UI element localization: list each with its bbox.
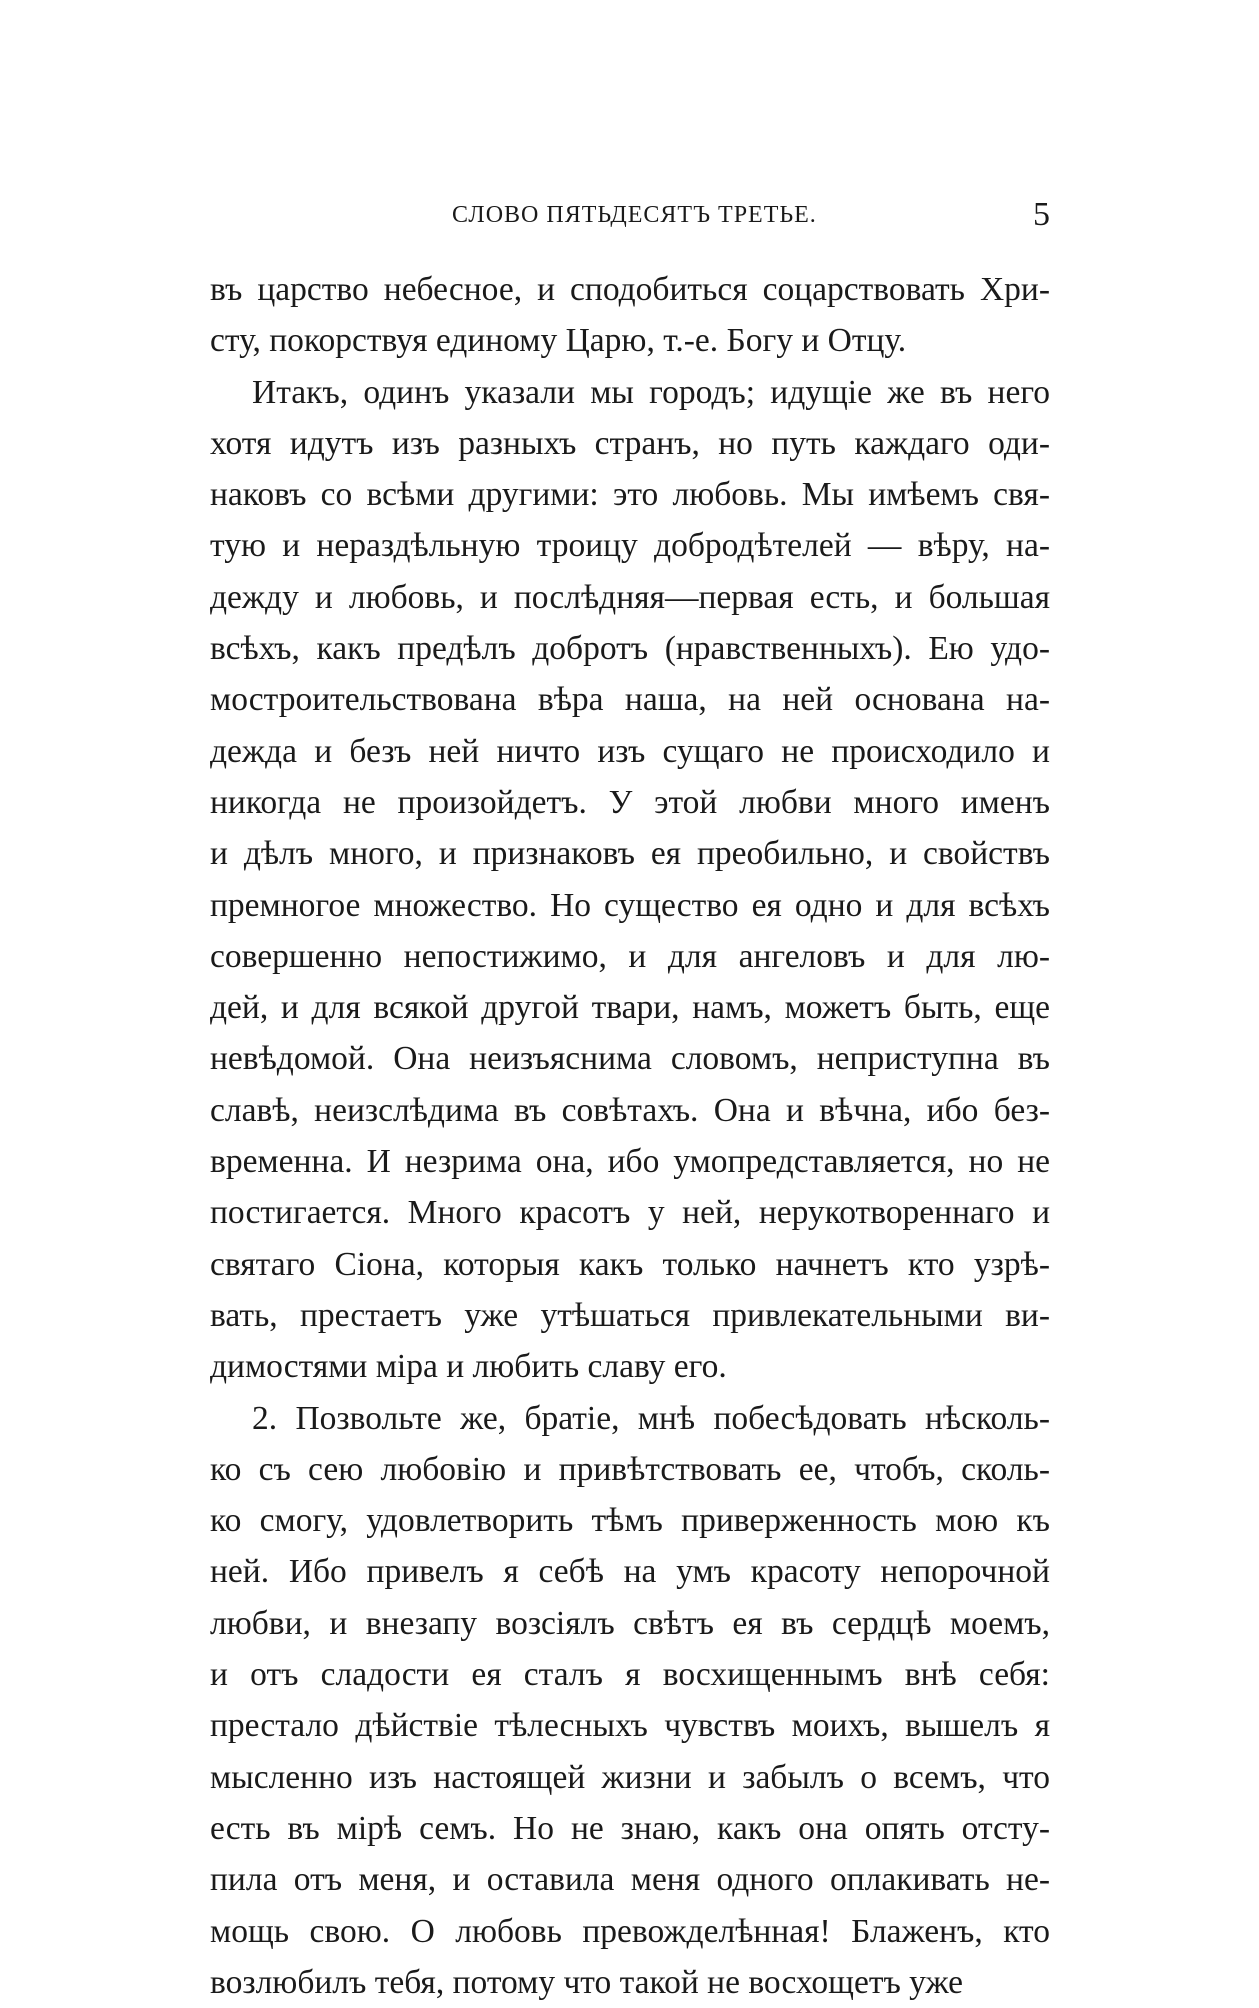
text-line: сту, покорствуя единому Царю, т.-е. Богу и Отцу. xyxy=(210,322,907,360)
paragraph xyxy=(210,1393,1050,2008)
text-line: Итакъ, одинъ указали мы городъ; идущіе же въ него xyxy=(252,373,1050,411)
text-line: временна. И незрима она, ибо умопредставляется, но не xyxy=(210,1143,1050,1181)
paragraph xyxy=(210,264,1050,367)
text-line: никогда не произойдетъ. У этой любви много именъ xyxy=(210,783,1050,821)
text-line: мысленно изъ настоящей жизни и забылъ о всемъ, что xyxy=(210,1758,1050,1796)
text-line: и отъ сладости ея сталъ я восхищеннымъ внѣ себя: xyxy=(210,1656,1050,1694)
text-line: ко съ сею любовію и привѣтствовать ее, чтобъ, сколь- xyxy=(210,1450,1050,1488)
body-text xyxy=(210,264,1050,2008)
text-line: святаго Сіона, которыя какъ только начнетъ кто узрѣ- xyxy=(210,1245,1050,1283)
text-line: въ царство небесное, и сподобиться соцарствовать Хри- xyxy=(210,271,1050,308)
running-head xyxy=(210,196,1050,236)
text-line: престало дѣйствіе тѣлесныхъ чувствъ моихъ, вышелъ я xyxy=(210,1707,1050,1745)
text-line: 2. Позвольте же, братіе, мнѣ побесѣдовать нѣсколь- xyxy=(252,1399,1050,1437)
paragraph xyxy=(210,367,1050,1393)
text-line: мощь свою. О любовь превожделѣнная! Блаженъ, кто xyxy=(210,1912,1050,1950)
text-line: хотя идутъ изъ разныхъ странъ, но путь каждаго оди- xyxy=(210,424,1050,462)
text-line: ко смогу, удовлетворить тѣмъ приверженность мою къ xyxy=(210,1502,1050,1540)
text-line: всѣхъ, какъ предѣлъ добротъ (нравственныхъ). Ею удо- xyxy=(210,630,1050,668)
text-line: дей, и для всякой другой твари, намъ, можетъ быть, еще xyxy=(210,989,1050,1027)
running-title: СЛОВО ПЯТЬДЕСЯТЪ ТРЕТЬЕ. xyxy=(452,202,817,228)
text-line: пила отъ меня, и оставила меня одного оплакивать не- xyxy=(210,1861,1050,1899)
text-line: невѣдомой. Она неизъяснима словомъ, неприступна въ xyxy=(210,1040,1050,1078)
text-line: и дѣлъ много, и признаковъ ея преобильно, и свойствъ xyxy=(210,835,1050,873)
text-line: наковъ со всѣми другими: это любовь. Мы имѣемъ свя- xyxy=(210,476,1050,514)
text-line: славѣ, неизслѣдима въ совѣтахъ. Она и вѣчна, ибо без- xyxy=(210,1091,1050,1129)
text-line: премногое множество. Но существо ея одно и для всѣхъ xyxy=(210,886,1050,924)
text-line: тую и нераздѣльную троицу добродѣтелей — вѣру, на- xyxy=(210,527,1050,565)
text-line: дежду и любовь, и послѣдняя—первая есть, и большая xyxy=(210,578,1050,616)
text-line: димостями міра и любить славу его. xyxy=(210,1348,727,1386)
text-line: мостроительствована вѣра наша, на ней основана на- xyxy=(210,681,1050,719)
text-line: постигается. Много красотъ у ней, нерукотвореннаго и xyxy=(210,1194,1050,1232)
page-number: 5 xyxy=(1033,196,1050,233)
text-line: дежда и безъ ней ничто изъ сущаго не происходило и xyxy=(210,732,1050,770)
text-line: совершенно непостижимо, и для ангеловъ и для лю- xyxy=(210,937,1050,975)
text-line: возлюбилъ тебя, потому что такой не восхощетъ уже xyxy=(210,1963,964,2001)
text-line: любви, и внезапу возсіялъ свѣтъ ея въ сердцѣ моемъ, xyxy=(210,1604,1050,1642)
text-line: ней. Ибо привелъ я себѣ на умъ красоту непорочной xyxy=(210,1553,1050,1591)
text-line: вать, престаетъ уже утѣшаться привлекательными ви- xyxy=(210,1296,1050,1334)
text-line: есть въ мірѣ семъ. Но не знаю, какъ она опять отсту- xyxy=(210,1809,1050,1847)
